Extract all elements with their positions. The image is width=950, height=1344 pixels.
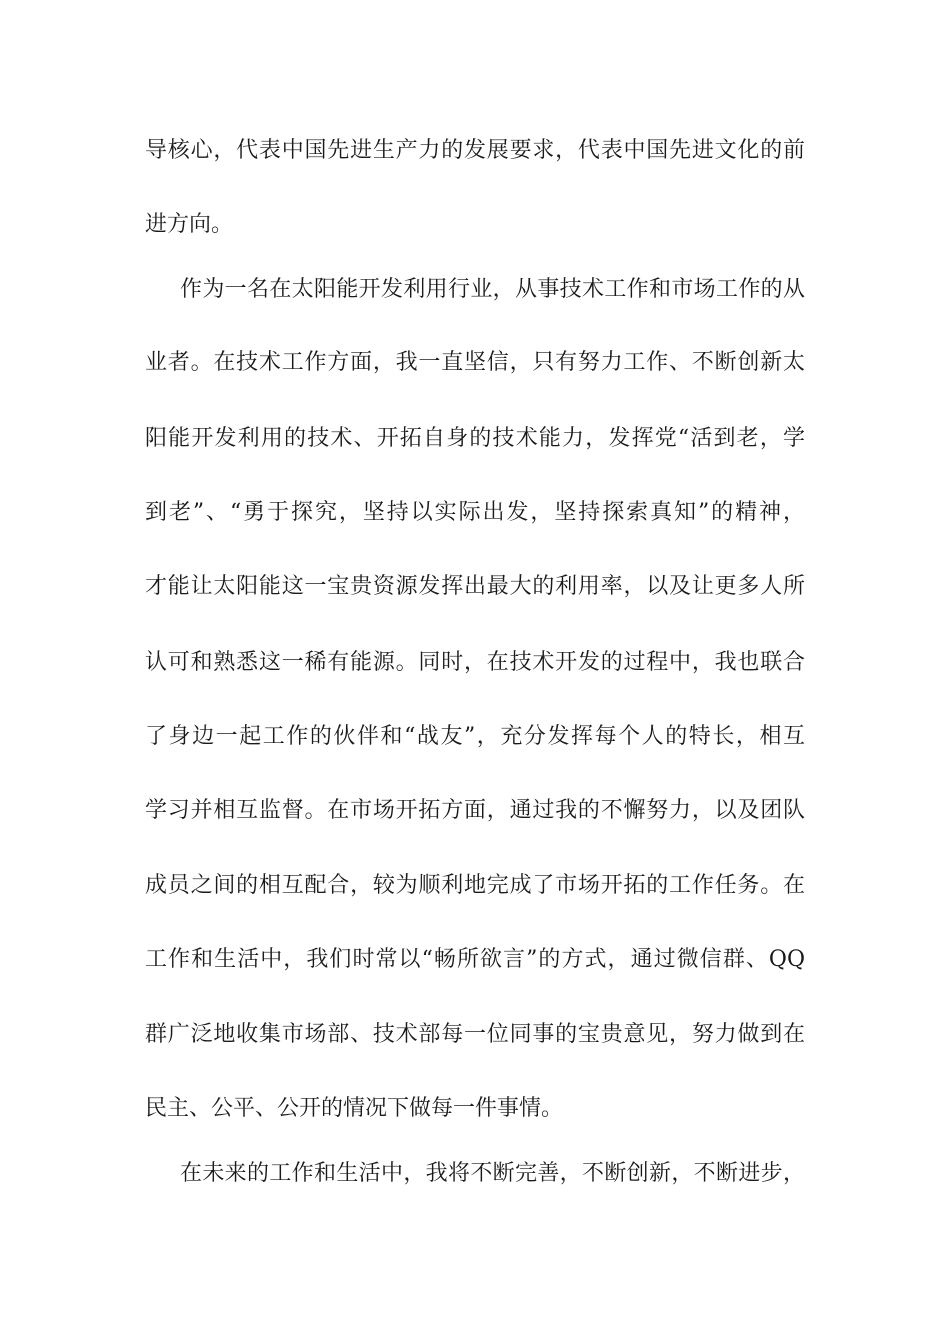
text-line: 进方向。 <box>145 212 234 237</box>
text-line: 才能让太阳能这一宝贵资源发挥出最大的利用率，以及让更多人所 <box>145 574 805 599</box>
text-line: 在未来的工作和生活中，我将不断完善，不断创新，不断进步， <box>180 1161 805 1186</box>
text-line: 了身边一起工作的伙伴和“战友”，充分发挥每个人的特长，相互 <box>145 724 805 749</box>
text-line: 作为一名在太阳能开发利用行业，从事技术工作和市场工作的从 <box>180 277 805 302</box>
text-line: 认可和熟悉这一稀有能源。同时，在技术开发的过程中，我也联合 <box>145 650 805 675</box>
text-line: 群广泛地收集市场部、技术部每一位同事的宝贵意见，努力做到在 <box>145 1022 805 1047</box>
text-line: 工作和生活中，我们时常以“畅所欲言”的方式，通过微信群、QQ <box>145 947 805 972</box>
text-line: 阳能开发利用的技术、开拓自身的技术能力，发挥党“活到老，学 <box>145 426 805 451</box>
text-line: 导核心，代表中国先进生产力的发展要求，代表中国先进文化的前 <box>145 138 805 163</box>
text-line: 民主、公平、公开的情况下做每一件事情。 <box>145 1096 564 1121</box>
text-line: 到老”、“勇于探究，坚持以实际出发，坚持探索真知”的精神， <box>145 500 805 525</box>
text-line: 学习并相互监督。在市场开拓方面，通过我的不懈努力，以及团队 <box>145 798 805 823</box>
text-line: 成员之间的相互配合，较为顺利地完成了市场开拓的工作任务。在 <box>145 873 805 898</box>
text-line: 业者。在技术工作方面，我一直坚信，只有努力工作、不断创新太 <box>145 350 805 375</box>
